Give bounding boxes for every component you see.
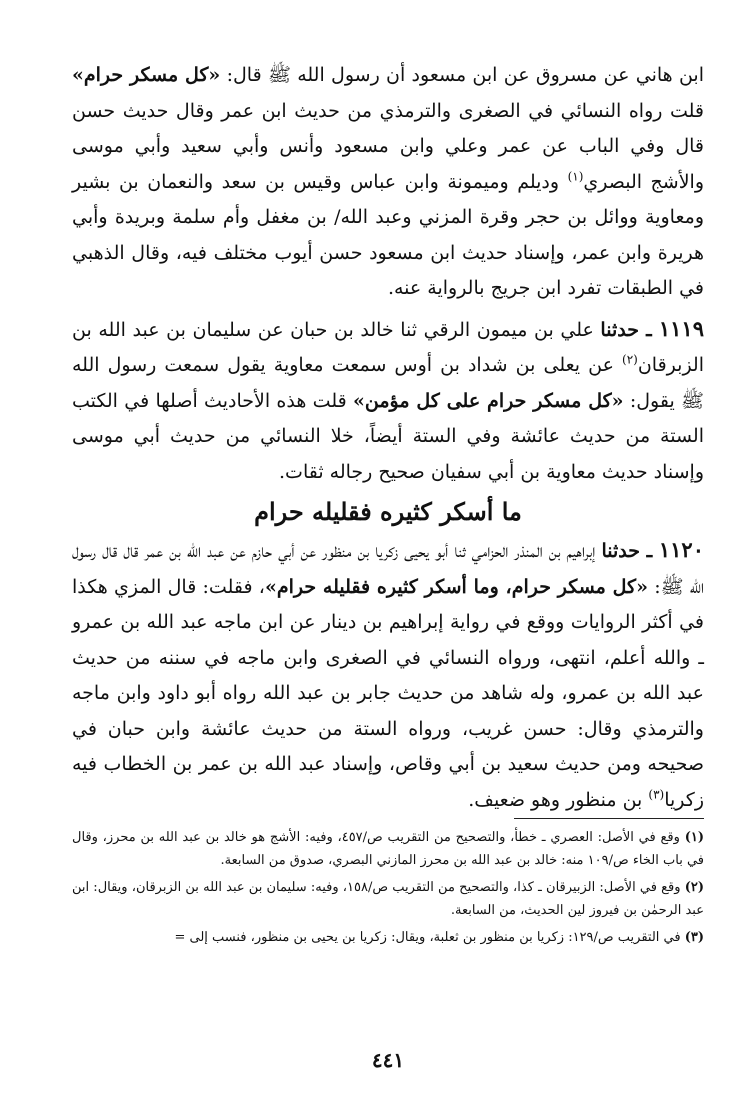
hadith-number: ١١١٩ [658, 315, 704, 341]
text-segment: بن منظور وهو ضعيف. [468, 788, 649, 811]
text-segment: وديلم وميمونة وابن عباس وقيس بن سعد والنعمان بن بشير ومعاوية ووائل بن حجر وقرة المزني وعبد الله/ بن مغفل وأم سلمة وبريدة وأبي هريرة وابن عمر، وإسناد حديث ابن مسعود حسن أيوب مختلف فيه، وقال الذهبي في الطبقات تفرد ابن جريج بالرواية عنه. [72, 170, 704, 299]
footnote-text: وقع في الأصل: العصري ـ خطأ، والتصحيح من التقريب ص/٤٥٧، وفيه: الأشج هو خالد بن عبد الله بن محرز، وقال في باب الخاء ص/١٠٩ منه: خالد بن عبد الله بن محرز المازني البصري، صدوق من السابعة. [72, 830, 704, 868]
footnote-text: في التقريب ص/١٢٩: زكريا بن منظور بن ثعلبة، ويقال: زكريا بن يحيى بن منظور، فنسب إلى = [174, 930, 685, 945]
hadith-number: ١١٢٠ [658, 537, 704, 562]
hadith-quote: «كل مسكر حرام» [72, 64, 221, 86]
footnote-number: (١) [684, 830, 704, 845]
footnote-text: وقع في الأصل: الزبيرقان ـ كذا، والتصحيح من التقريب ص/١٥٨، وفيه: سليمان بن عبد الله بن الزبرقان، ويقال: ابن عبد الرحمٰن بن فيروز لين الحديث، من السابعة. [72, 880, 704, 918]
footnote-reference[interactable]: (٢) [622, 352, 638, 367]
text-segment: علي بن ميمون الرقي ثنا خالد بن حبان عن سليمان بن عبد الله بن الزبرقان [72, 318, 704, 376]
footnote-reference[interactable]: (٣) [648, 787, 665, 802]
footnotes [72, 826, 704, 953]
book-page [72, 58, 704, 1101]
text-segment: قلت هذه الأحاديث أصلها في الكتب الستة من حديث عائشة وفي الستة أيضاً، خلا النسائي من حديث أبي موسى وإسناد حديث معاوية بن أبي سفيان صحيح رجاله ثقات. [72, 389, 704, 483]
text-segment: عن يعلى بن شداد بن أوس سمعت معاوية يقول سمعت رسول الله ﷺ يقول: [72, 354, 705, 412]
narration-lead: ـ حدثنا [601, 540, 659, 562]
footnote-reference[interactable]: (١) [567, 169, 584, 184]
hadith-quote: «كل مسكر حرام، وما أسكر كثيره فقليله حرام» [264, 575, 648, 598]
footnote-number: (٢) [684, 880, 704, 895]
footnote-2 [72, 876, 704, 922]
footnote-1 [72, 826, 704, 872]
footnote-number: (٣) [684, 930, 704, 945]
text-segment: ، فقلت: قال المزي هكذا في أكثر الروايات ووقع في رواية إبراهيم بن دينار عن ابن ماجه عبد الله بن عمرو ـ والله أعلم، انتهى، ورواه النسائي في الصغرى وابن ماجه في سننه من حديث عبد الله بن عمرو، وله شاهد من حديث جابر بن عبد الله رواه أبو داود وابن ماجه والترمذي وقال: حسن غريب، ورواه الستة من حديث عائشة وابن حبان في صحيحه ومن حديث سعيد بن أبي وقاص، وإسناد عبد الله بن عمر بن الخطاب فيه زكريا [72, 575, 704, 811]
footnote-divider [514, 818, 704, 819]
footnote-3 [72, 926, 704, 949]
text-segment: ابن هاني عن مسروق عن ابن مسعود أن رسول الله ﷺ قال: [220, 64, 704, 86]
hadith-1119 [72, 311, 704, 491]
paragraph-continuation [72, 58, 704, 307]
page-number: ٤٤١ [371, 1048, 405, 1072]
text-segment: إبراهيم بن المنذر الحزامي ثنا أبو يحيى زكريا بن منظور عن أبي حازم عن عبد الله بن عمر قال قال رسول الله ﷺ: [72, 540, 704, 598]
hadith-quote: «كل مسكر حرام على كل مؤمن» [353, 389, 624, 412]
narration-lead: ـ حدثنا [600, 318, 659, 341]
text-segment: قلت رواه النسائي في الصغرى والترمذي من حديث ابن عمر وقال حديث حسن قال وفي الباب عن عمر وعلي وابن مسعود وأنس وأبي سعيد وأبي موسى والأشج البصري [72, 99, 704, 193]
hadith-1120 [72, 532, 704, 818]
chapter-heading: ما أسكر كثيره فقليله حرام [254, 497, 522, 526]
